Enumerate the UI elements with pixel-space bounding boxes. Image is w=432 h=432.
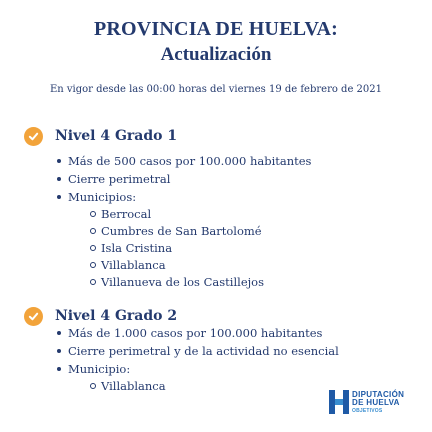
municipality-item (101, 224, 262, 238)
section-nivel-4-grado-2-header (24, 306, 177, 326)
check-circle-icon (24, 307, 43, 326)
effective-date-text: En vigor desde las 00:00 horas del viernes 19 de febrero de 2021 (49, 84, 383, 95)
check-circle-icon (24, 127, 43, 146)
list-item (68, 190, 136, 204)
bullet-icon (57, 195, 61, 199)
page-subtitle: Actualización (160, 44, 272, 65)
section-nivel-4-grado-1-header (24, 126, 177, 146)
municipality-item (101, 241, 172, 255)
list-item (68, 172, 170, 186)
list-item (68, 154, 311, 168)
municipality-item (101, 379, 166, 393)
section-title: Nivel 4 Grado 2 (55, 308, 178, 324)
circle-bullet-icon (90, 383, 96, 389)
logo-text-line2: DE HUELVA (352, 398, 400, 407)
municipality-name: Cumbres de San Bartolomé (101, 224, 262, 238)
municipality-name: Villablanca (101, 258, 166, 272)
section-title: Nivel 4 Grado 1 (55, 128, 178, 144)
list-item-text: Cierre perimetral (68, 172, 171, 186)
municipality-name: Isla Cristina (101, 241, 173, 255)
page-title: PROVINCIA DE HUELVA: (93, 18, 339, 40)
logo-text-line3: OBJETIVOS (352, 408, 383, 414)
bullet-icon (57, 367, 61, 371)
list-item (68, 362, 130, 376)
logo-text-line1: DIPUTACIÓN (352, 390, 405, 399)
municipality-name: Berrocal (101, 207, 152, 221)
municipality-item (101, 275, 264, 289)
list-item-text: Cierre perimetral y de la actividad no esencial (68, 344, 339, 358)
list-item-text: Más de 1.000 casos por 100.000 habitantes (68, 326, 323, 340)
municipality-name: Villablanca (101, 379, 166, 393)
list-item (68, 326, 322, 340)
circle-bullet-icon (90, 279, 96, 285)
bullet-icon (57, 349, 61, 353)
bullet-icon (57, 177, 61, 181)
circle-bullet-icon (90, 262, 96, 268)
bullet-icon (57, 331, 61, 335)
municipality-item (101, 207, 151, 221)
list-item (68, 344, 339, 358)
bullet-icon (57, 159, 61, 163)
municipality-name: Villanueva de los Castillejos (101, 275, 265, 289)
list-item-text: Más de 500 casos por 100.000 habitantes (68, 154, 312, 168)
circle-bullet-icon (90, 211, 96, 217)
list-item-text: Municipio: (68, 362, 131, 376)
list-item-text: Municipios: (68, 190, 137, 204)
circle-bullet-icon (90, 228, 96, 234)
logo-h-icon (329, 390, 349, 414)
diputacion-huelva-logo (329, 388, 421, 418)
municipality-item (101, 258, 166, 272)
circle-bullet-icon (90, 245, 96, 251)
